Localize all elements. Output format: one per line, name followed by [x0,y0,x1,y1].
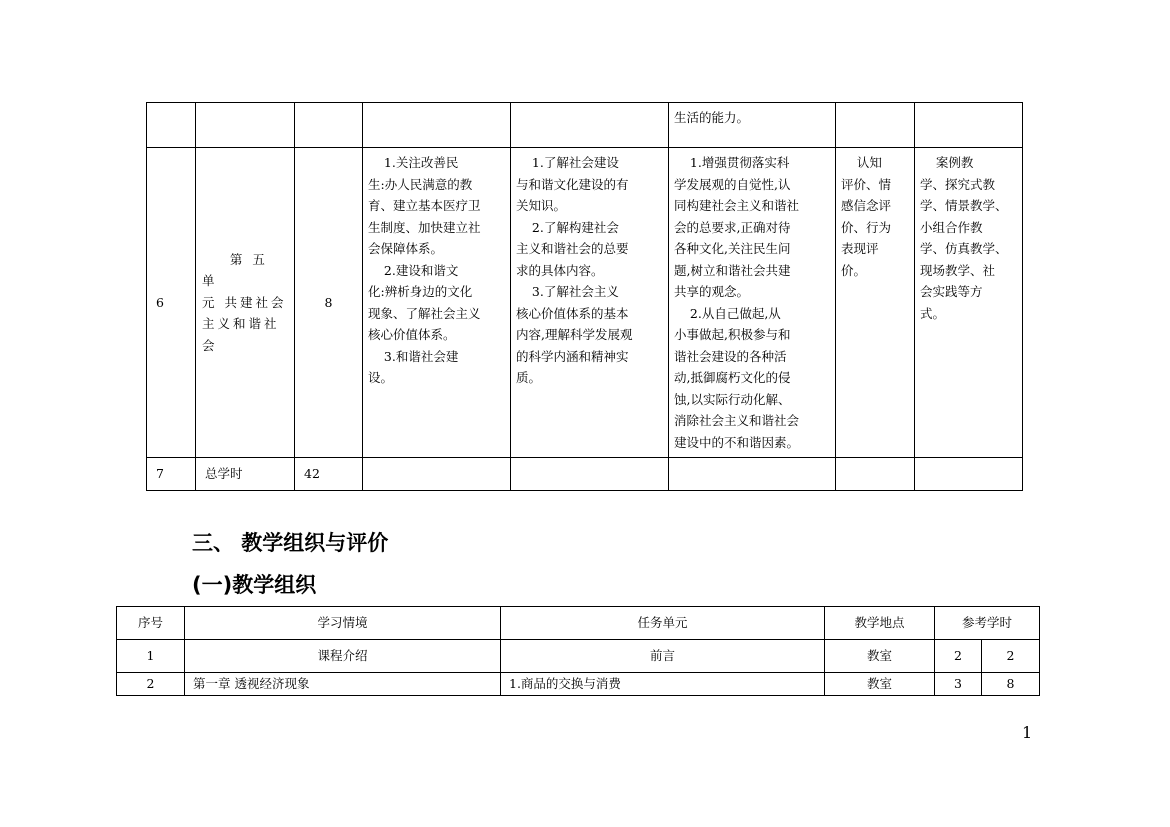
table-cell [915,103,1023,148]
table-cell: 教室 [825,640,935,673]
column-header: 学习情境 [185,607,501,640]
table-cell [363,103,511,148]
table-cell [363,458,511,491]
subsection-heading: (一)教学组织 [192,573,317,597]
table-cell: 1 [117,640,185,673]
teaching-content-table [146,102,1023,491]
table-cell [295,103,363,148]
table-cell: 8 [982,673,1040,696]
table-cell: 3 [935,673,982,696]
table-cell [511,458,669,491]
table-cell [511,103,669,148]
ability-goals: 1.增强贯彻落实科 学发展观的自觉性,认 同构建社会主义和谐社 会的总要求,正确对待 各种文化,关注民生问 题,树立和谐社会共建 共享的观念。 2.从自己做起,从 小事做起,积极参与和 谐社会建设的各种活 动,抵御腐朽文化的侵 蚀,以实际行动化解、 消除社会主义和谐社会 建设中的不和谐因素。 [669,148,836,458]
table-row [147,148,1023,458]
table-cell: 2 [982,640,1040,673]
teaching-organization-table [116,606,1040,696]
table-cell: 2 [117,673,185,696]
table-cell [147,103,196,148]
column-header: 教学地点 [825,607,935,640]
table-row [147,103,1023,148]
page-number: 1 [1022,723,1033,742]
unit-title: 第 五 单 元 共建社会 主义和谐社 会 [196,148,295,458]
table-cell [836,103,915,148]
table-cell [196,103,295,148]
table-cell: 课程介绍 [185,640,501,673]
teaching-methods: 案例教 学、探究式教 学、情景教学、 小组合作教 学、仿真教学、 现场教学、社 会实践等方 式。 [915,148,1023,458]
table-header-row [117,607,1040,640]
table-row [147,458,1023,491]
table-cell [915,458,1023,491]
table-row [117,640,1040,673]
knowledge-goals: 1.了解社会建设 与和谐文化建设的有 关知识。 2.了解构建社会 主义和谐社会的总要 求的具体内容。 3.了解社会主义 核心价值体系的基本 内容,理解科学发展观 的科学内涵和精神实 质。 [511,148,669,458]
column-header: 参考学时 [935,607,1040,640]
column-header: 序号 [117,607,185,640]
column-header: 任务单元 [501,607,825,640]
section-heading: 三、 教学组织与评价 [192,531,389,555]
total-hours-label: 总学时 [196,458,295,491]
teaching-content: 1.关注改善民 生:办人民满意的教 育、建立基本医疗卫 生制度、加快建立社 会保障体系。 2.建设和谐文 化:辨析身边的文化 现象、了解社会主义 核心价值体系。 3.和谐社会建 设。 [363,148,511,458]
table-cell: 前言 [501,640,825,673]
total-hours-value: 42 [295,458,363,491]
row-number: 7 [147,458,196,491]
row-number: 6 [147,148,196,458]
table-cell [836,458,915,491]
table-cell: 生活的能力。 [669,103,836,148]
table-cell: 1.商品的交换与消费 [501,673,825,696]
table-cell [669,458,836,491]
unit-hours: 8 [295,148,363,458]
table-row [117,673,1040,696]
table-cell: 第一章 透视经济现象 [185,673,501,696]
table-cell: 教室 [825,673,935,696]
evaluation-methods: 认知 评价、情 感信念评 价、行为 表现评 价。 [836,148,915,458]
table-cell: 2 [935,640,982,673]
